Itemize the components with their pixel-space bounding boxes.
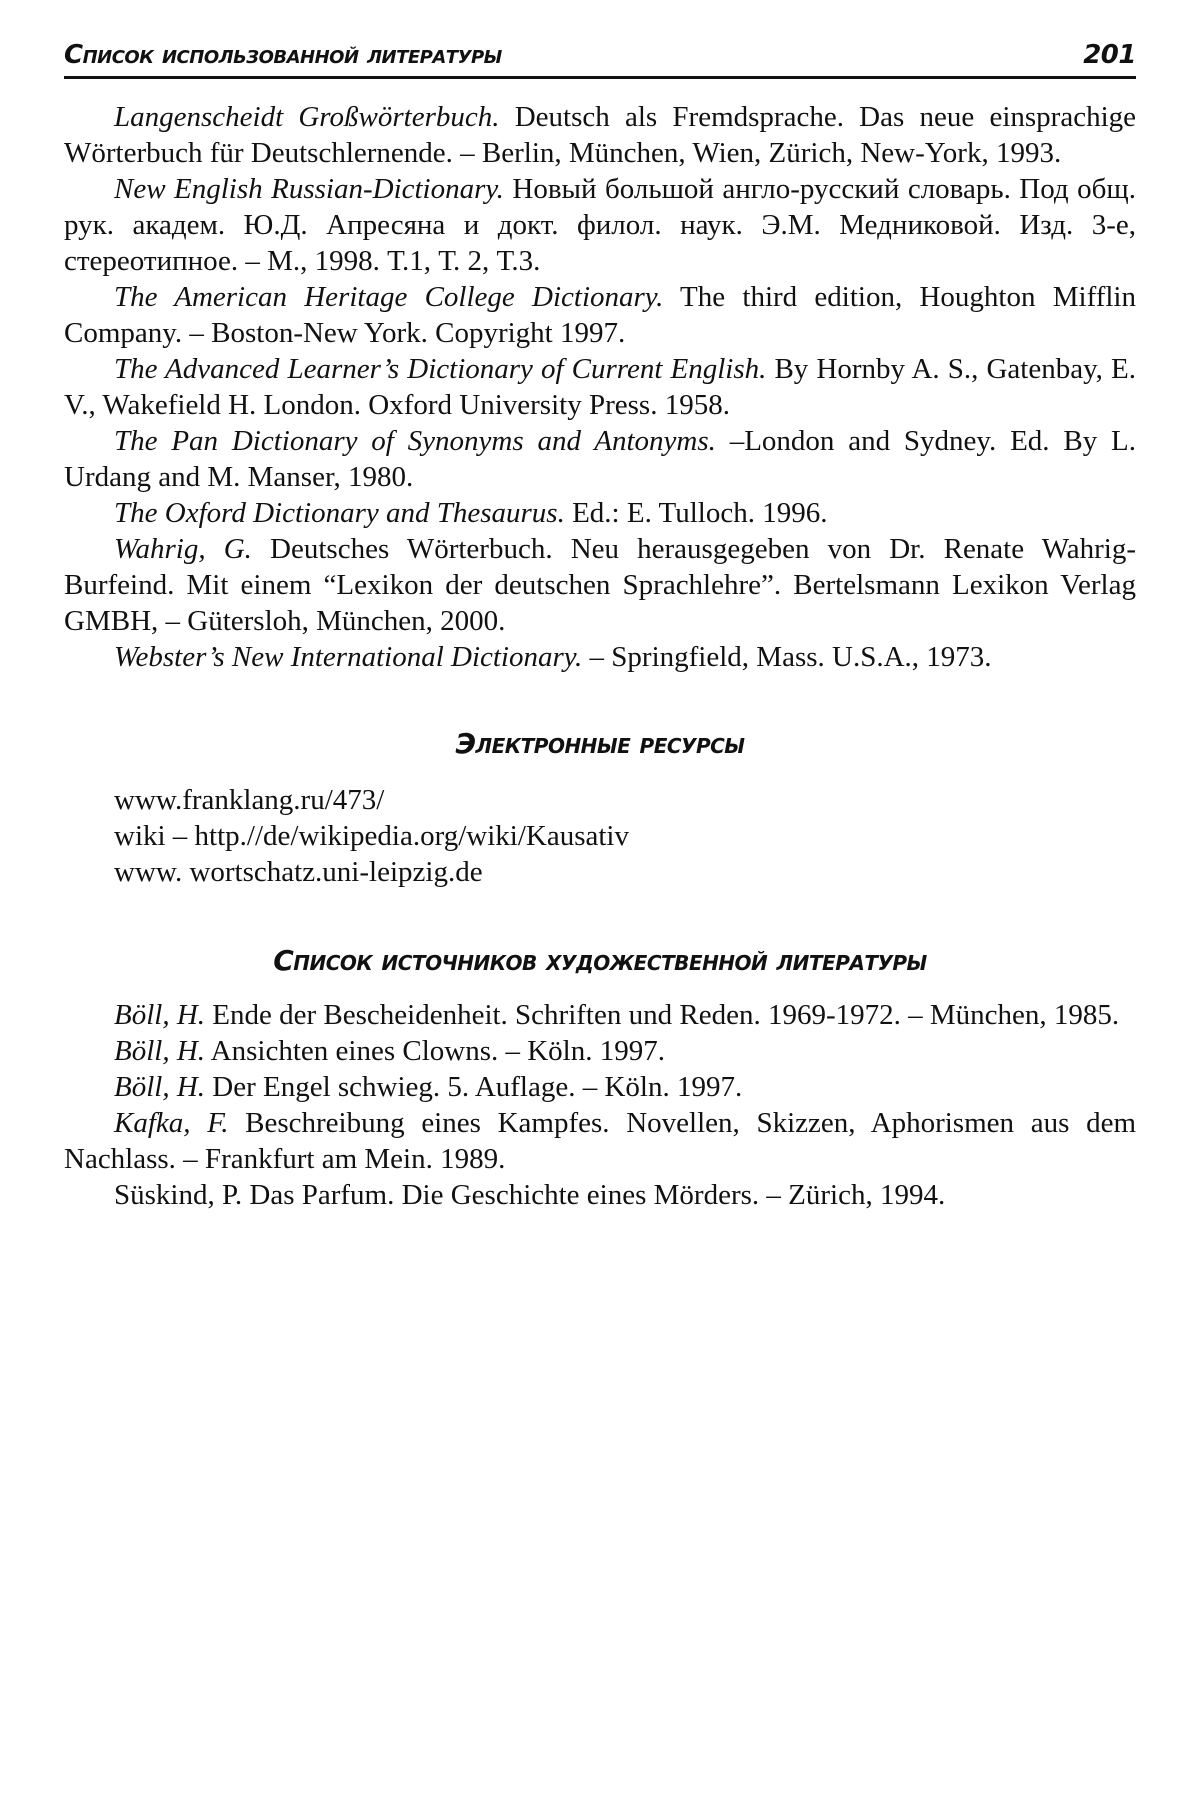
entry-text: Süskind, P. Das Parfum. Die Geschichte eines Mörders. – Zürich, 1994. [114,1179,946,1211]
running-header-title: Список использованной литературы [64,40,502,70]
bibliography-entry [64,1105,1136,1177]
entry-text: Ansichten eines Clowns. – Köln. 1997. [205,1035,665,1067]
bibliography-entry [64,99,1136,171]
bibliography-entry [64,351,1136,423]
page-number: 201 [1083,40,1136,70]
entry-italic: The Advanced Learner’s Dictionary of Current English. [114,353,767,385]
entry-text: Ende der Bescheidenheit. Schriften und Reden. 1969-1972. – München, 1985. [205,999,1120,1031]
entry-italic: The Oxford Dictionary and Thesaurus. [114,497,565,529]
entry-text: The third edition, Houghton Mifflin Company. – Boston-New York. Copyright 1997. [64,281,1136,349]
page [64,38,1136,1213]
bibliography-entry [64,279,1136,351]
entry-italic: Wahrig, G. [114,533,252,565]
entry-italic: Webster’s New International Dictionary. [114,641,583,673]
bibliography-entry [64,1177,1136,1213]
bibliography-entry [64,997,1136,1033]
bibliography-entry [64,639,1136,675]
bibliography-entry [64,1069,1136,1105]
entry-italic: Böll, H. [114,999,206,1031]
entry-italic: Kafka, F. [114,1107,229,1139]
entry-italic: Langenscheidt Großwörterbuch. [114,101,500,133]
bibliography-entry [64,171,1136,279]
entry-italic: The American Heritage College Dictionary. [114,281,664,313]
bibliography-entry [64,495,1136,531]
running-header [64,38,1136,79]
bibliography-entry [64,531,1136,639]
electronic-resources-list [64,782,1136,890]
entry-text: Ed.: E. Tulloch. 1996. [564,497,828,529]
entry-text: –London and Sydney. Ed. By L. Urdang and M. Manser, 1980. [64,425,1136,493]
bibliography-entry [64,1033,1136,1069]
resource-link: wiki – http.//de/wikipedia.org/wiki/Kausativ [114,820,629,852]
resource-link: www. wortschatz.uni-leipzig.de [114,856,483,888]
entry-text: Der Engel schwieg. 5. Auflage. – Köln. 1997. [205,1071,743,1103]
entry-italic: Böll, H. [114,1071,206,1103]
entry-italic: Böll, H. [114,1035,206,1067]
dictionary-list [64,99,1136,675]
entry-text: Deutsch als Fremdsprache. Das neue einsprachige Wörterbuch für Deutschlernende. – Berlin, München, Wien, Zürich, New-York, 1993. [64,101,1137,169]
entry-text: – Springfield, Mass. U.S.A., 1973. [582,641,992,673]
entry-text: By Hornby A. S., Gatenbay, E. V., Wakefield H. London. Oxford University Press. 1958. [64,353,1136,421]
entry-italic: New English Russian-Dictionary. [114,173,504,205]
section-heading-fiction: Список источников художественной литературы [273,944,927,977]
fiction-list [64,997,1136,1213]
entry-text: Deutsches Wörterbuch. Neu herausgegeben von Dr. Renate Wahrig-Burfeind. Mit einem “Lexikon der deutschen Sprachlehre”. Bertelsmann Lexikon Verlag GMBH, – Gütersloh, München, 2000. [64,533,1137,637]
entry-italic: The Pan Dictionary of Synonyms and Antonyms. [114,425,716,457]
bibliography-entry [64,423,1136,495]
entry-text: Beschreibung eines Kampfes. Novellen, Skizzen, Aphorismen aus dem Nachlass. – Frankfurt am Mein. 1989. [64,1107,1137,1175]
entry-text: Новый большой англо-русский словарь. Под общ. рук. академ. Ю.Д. Апресяна и докт. филол. наук. Э.М. Медниковой. Изд. 3-е, стереотипное. – М., 1998. Т.1, Т. 2, Т.3. [64,173,1136,277]
resource-link: www.franklang.ru/473/ [114,784,385,816]
section-heading-electronic: Электронные ресурсы [455,727,745,760]
